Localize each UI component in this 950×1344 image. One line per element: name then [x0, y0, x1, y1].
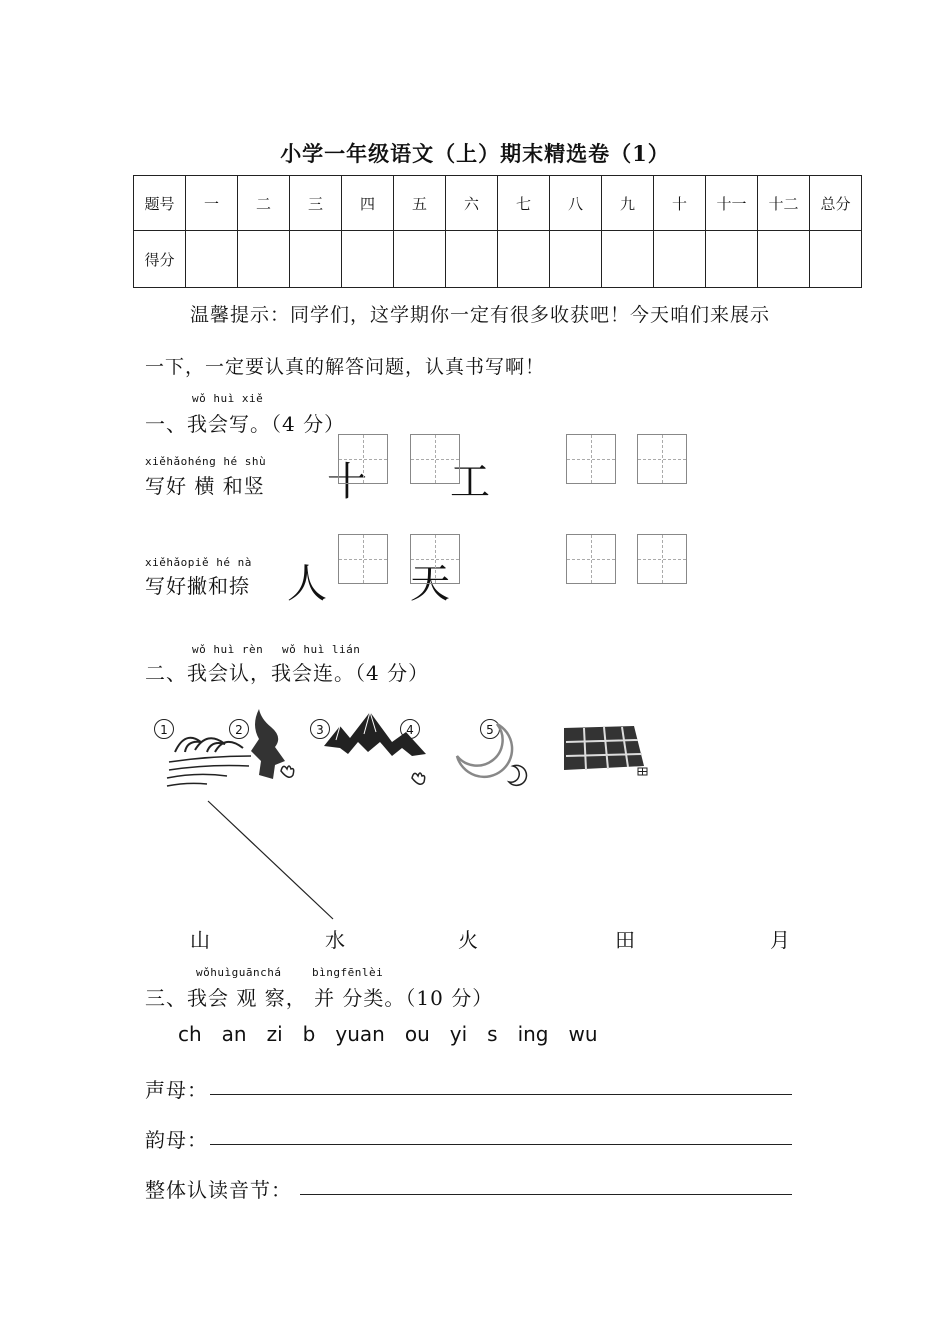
column-header: 三 — [290, 176, 342, 231]
fire-picture-icon — [245, 705, 300, 783]
column-header: 四 — [342, 176, 394, 231]
mountain-picture-icon — [322, 712, 430, 788]
score-table — [133, 175, 862, 288]
finals-answer-line[interactable] — [210, 1144, 792, 1145]
word-shan[interactable]: 山 — [190, 928, 210, 952]
model-char-tian: 天 — [410, 561, 450, 607]
score-cell[interactable] — [550, 231, 602, 288]
picture-number: 5 — [480, 719, 500, 739]
table-header-cell: 得分 — [134, 231, 186, 288]
score-cell[interactable] — [654, 231, 706, 288]
column-header: 七 — [498, 176, 550, 231]
score-cell[interactable] — [602, 231, 654, 288]
section3-pinyin-a: wǒhuìguānchá — [196, 966, 282, 979]
word-tian[interactable]: 田 — [615, 928, 635, 952]
writing-grid[interactable] — [338, 434, 388, 484]
initials-answer-line[interactable] — [210, 1094, 792, 1095]
score-cell[interactable] — [290, 231, 342, 288]
syllable: an — [221, 1022, 247, 1046]
tip-line-2: 一下，一定要认真的解答问题，认真书写啊！ — [145, 356, 546, 378]
finals-label: 韵母： — [145, 1128, 208, 1152]
picture-number: 4 — [400, 719, 420, 739]
section3-pinyin-b: bìngfēnlèi — [312, 966, 384, 979]
field-picture-icon — [560, 722, 655, 778]
score-cell[interactable] — [394, 231, 446, 288]
syllable: ing — [517, 1022, 549, 1046]
section2-pinyin-a: wǒ huì rèn — [192, 643, 264, 656]
section1-row1-pinyin: xiěhǎohéng hé shù — [145, 455, 267, 468]
word-yue[interactable]: 月 — [770, 928, 790, 952]
column-header: 六 — [446, 176, 498, 231]
syllable: ou — [404, 1022, 430, 1046]
word-shui[interactable]: 水 — [325, 928, 345, 952]
syllable: yuan — [335, 1022, 385, 1046]
whole-syllable-answer-line[interactable] — [300, 1194, 792, 1195]
column-header: 二 — [238, 176, 290, 231]
moon-picture-icon — [455, 722, 535, 788]
table-header-cell: 题号 — [134, 176, 186, 231]
table-row — [134, 176, 862, 231]
score-cell[interactable] — [498, 231, 550, 288]
syllable: zi — [266, 1022, 283, 1046]
syllable: yi — [449, 1022, 468, 1046]
table-row — [134, 231, 862, 288]
word-huo[interactable]: 火 — [458, 928, 478, 952]
section1-row1-label: 写好 横 和竖 — [145, 474, 265, 498]
page-title: 小学一年级语文（上）期末精选卷（1） — [280, 141, 670, 166]
syllable: ch — [178, 1022, 202, 1046]
model-char-ren: 人 — [287, 561, 327, 607]
writing-grid[interactable] — [637, 434, 687, 484]
writing-grid[interactable] — [566, 534, 616, 584]
section2-heading: 二、我会认，我会连。（4 分） — [145, 661, 430, 685]
column-header: 总分 — [810, 176, 862, 231]
score-cell[interactable] — [810, 231, 862, 288]
column-header: 十二 — [758, 176, 810, 231]
syllable-list — [178, 1022, 618, 1046]
score-cell[interactable] — [238, 231, 290, 288]
column-header: 八 — [550, 176, 602, 231]
column-header: 一 — [186, 176, 238, 231]
score-cell[interactable] — [186, 231, 238, 288]
model-char-shi: 十 — [327, 459, 367, 505]
score-cell[interactable] — [758, 231, 810, 288]
section1-pinyin: wǒ huì xiě — [192, 392, 264, 405]
syllable: s — [487, 1022, 498, 1046]
column-header: 五 — [394, 176, 446, 231]
writing-grid[interactable] — [637, 534, 687, 584]
picture-number: 3 — [310, 719, 330, 739]
model-char-gong: 工 — [450, 459, 490, 505]
connecting-line — [200, 795, 340, 925]
section2-pinyin-b: wǒ huì lián — [282, 643, 361, 656]
writing-grid[interactable] — [566, 434, 616, 484]
writing-grid[interactable] — [410, 434, 460, 484]
score-cell[interactable] — [342, 231, 394, 288]
column-header: 十一 — [706, 176, 758, 231]
syllable: b — [302, 1022, 316, 1046]
section1-row2-label: 写好撇和捺 — [145, 574, 250, 598]
section1-heading: 一、我会写。（4 分） — [145, 412, 346, 436]
initials-label: 声母： — [145, 1078, 208, 1102]
picture-number: 1 — [154, 719, 174, 739]
section3-heading: 三、我会 观 察， 并 分类。（10 分） — [145, 986, 494, 1010]
writing-grid[interactable] — [410, 534, 460, 584]
column-header: 九 — [602, 176, 654, 231]
water-picture-icon — [165, 722, 255, 790]
column-header: 十 — [654, 176, 706, 231]
writing-grid[interactable] — [338, 534, 388, 584]
tip-line-1: 温馨提示：同学们，这学期你一定有很多收获吧！今天咱们来展示 — [190, 304, 771, 326]
score-cell[interactable] — [706, 231, 758, 288]
whole-syllable-label: 整体认读音节： — [145, 1178, 292, 1202]
section1-row2-pinyin: xiěhǎopiě hé nà — [145, 556, 252, 569]
picture-number: 2 — [229, 719, 249, 739]
syllable: wu — [568, 1022, 598, 1046]
score-cell[interactable] — [446, 231, 498, 288]
